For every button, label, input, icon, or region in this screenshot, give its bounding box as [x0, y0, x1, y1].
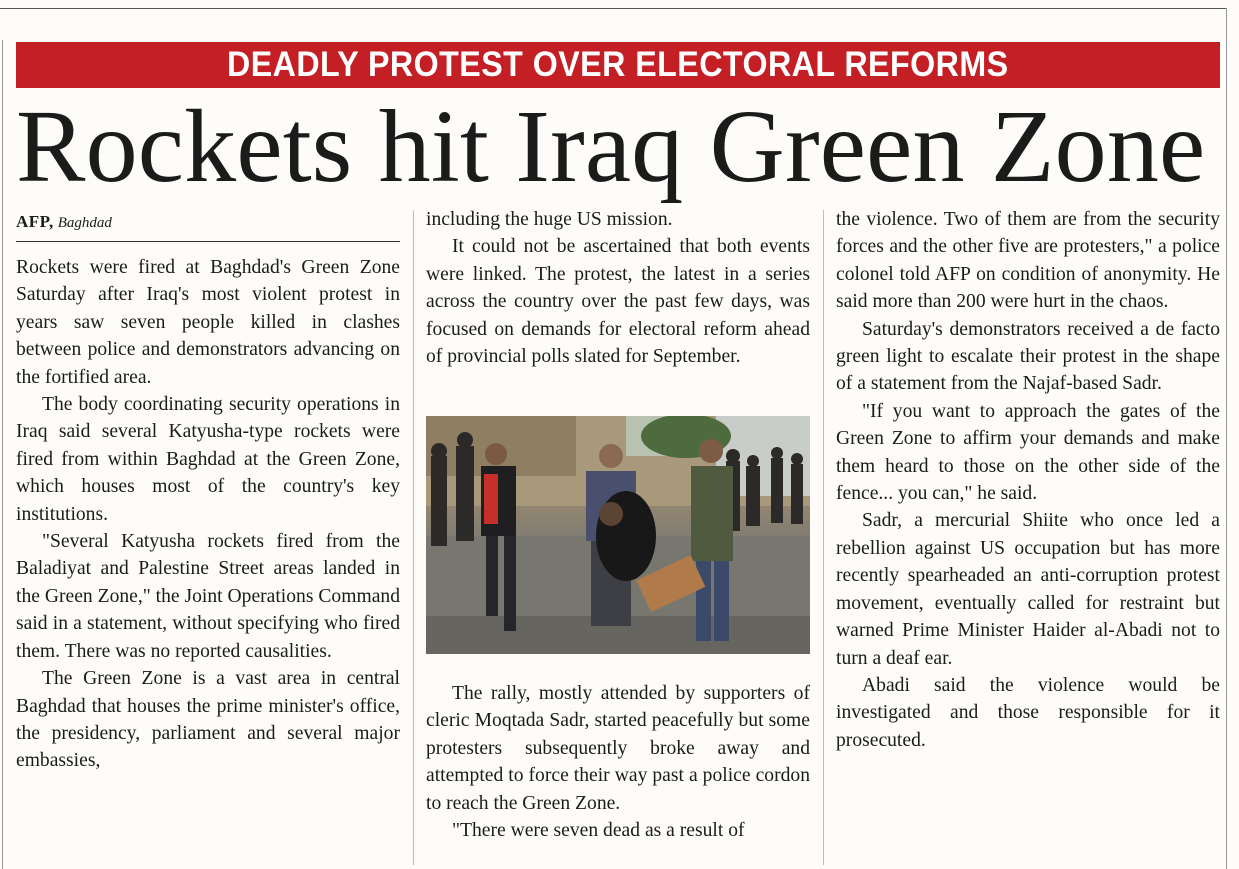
paragraph: the violence. Two of them are from the security forces and the other five are protesters," a police colonel told AFP on condition of anonymity. He said more than 200 were hurt in the chaos. — [836, 209, 1220, 313]
article-column-3 — [836, 206, 1220, 754]
paragraph: Saturday's demonstrators received a de facto green light to escalate their protest in the shape of a statement from the Najaf-based Sadr. — [836, 318, 1220, 395]
column-rule-1 — [413, 210, 414, 865]
column-rule-2 — [823, 210, 824, 865]
paragraph: Abadi said the violence would be investigated and those responsible for it prosecuted. — [836, 674, 1220, 751]
article-column-1 — [16, 254, 400, 775]
paragraph: The rally, mostly attended by supporters of cleric Moqtada Sadr, started peacefully but some protesters subsequently broke away and attempted to force their way past a police cordon to reach the Green Zone. — [426, 683, 810, 814]
byline-place: Baghdad — [57, 215, 112, 231]
headline: Rockets hit Iraq Green Zone — [16, 89, 1206, 204]
byline — [16, 210, 400, 235]
paragraph: The body coordinating security operations in Iraq said several Katyusha-type rockets were fired from within Baghdad at the Green Zone, which houses most of the country's key institutions. — [16, 394, 400, 525]
protest-photo-illustration — [426, 416, 810, 654]
paragraph: "If you want to approach the gates of the Green Zone to affirm your demands and make them heard to those on the other side of the fence... you can," he said. — [836, 400, 1220, 505]
news-photo — [426, 416, 810, 654]
paragraph: "There were seven dead as a result of — [452, 820, 745, 842]
byline-agency: AFP, — [16, 212, 54, 231]
paragraph: Rockets were fired at Baghdad's Green Zone Saturday after Iraq's most violent protest in years saw seven people killed in clashes between police and demonstrators advancing on the fortified area. — [16, 257, 400, 388]
paragraph: including the huge US mission. — [426, 209, 673, 230]
left-border-rule — [2, 40, 3, 869]
paragraph: "Several Katyusha rockets fired from the Baladiyat and Palestine Street areas landed in the Green Zone," the Joint Operations Command said in a statement, without specifying who fired them. There was no reported causalities. — [16, 531, 401, 662]
paragraph: Sadr, a mercurial Shiite who once led a rebellion against US occupation but has more recently spearheaded an anti-corruption protest movement, eventually called for restraint but warned Prime Minister Haider al-Abadi not to turn a deaf ear. — [836, 510, 1220, 669]
top-rule — [0, 8, 1226, 9]
right-border-rule — [1226, 8, 1227, 869]
article-column-2-bottom — [426, 680, 810, 844]
article-column-2-top — [426, 206, 810, 370]
kicker-text: DEADLY PROTEST OVER ELECTORAL REFORMS — [227, 45, 1009, 84]
kicker-banner — [16, 42, 1220, 88]
paragraph: It could not be ascertained that both events were linked. The protest, the latest in a series across the country over the past few days, was focused on demands for electoral reform ahead of provincial polls slated for September. — [426, 236, 810, 368]
paragraph: The Green Zone is a vast area in central Baghdad that houses the prime minister's office, the presidency, parliament and several major embassies, — [16, 668, 400, 772]
byline-rule — [16, 241, 400, 242]
